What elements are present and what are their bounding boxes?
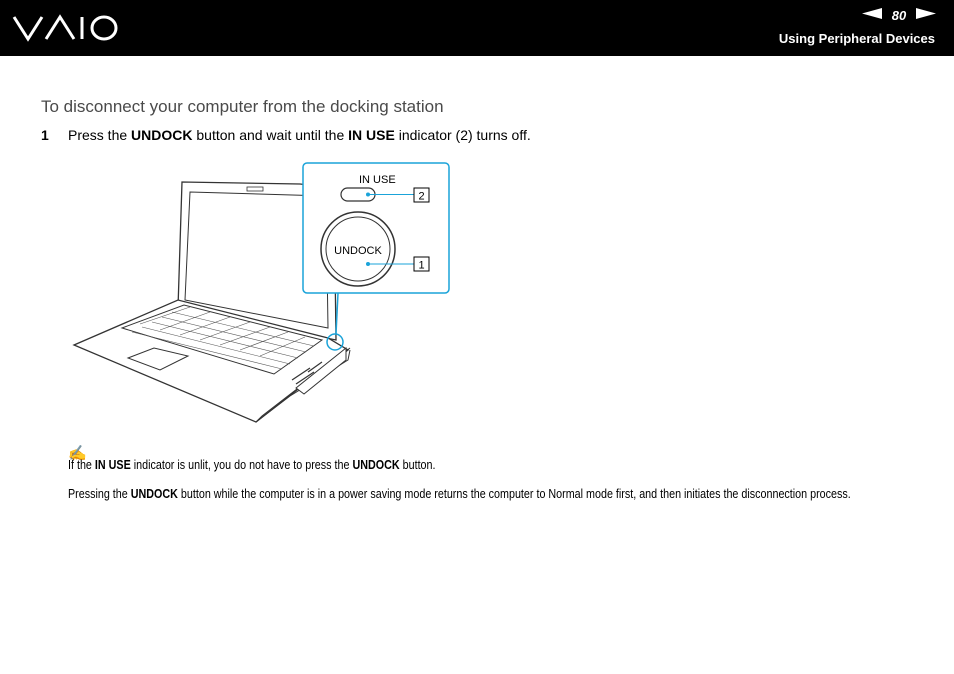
- page-header: [0, 0, 954, 56]
- undock-label: UNDOCK: [334, 245, 382, 257]
- note-paragraph-1: [68, 455, 872, 475]
- page-navigation: [862, 7, 936, 23]
- step-text: button and wait until the: [192, 127, 349, 143]
- note-text: indicator is unlit, you do not have to press the: [130, 458, 353, 472]
- step-1: [41, 127, 531, 143]
- note-text: button.: [399, 458, 436, 472]
- page-heading: To disconnect your computer from the docking station: [41, 97, 444, 116]
- note-pencil-icon: ✍: [68, 445, 87, 462]
- callout-2: 2: [418, 190, 425, 203]
- right-triangle-icon[interactable]: [916, 6, 936, 24]
- note-paragraph-2: [68, 484, 872, 504]
- note-bold-undock: UNDOCK: [130, 487, 178, 501]
- callout-1: 1: [418, 259, 425, 272]
- step-bold-in-use: IN USE: [348, 127, 395, 143]
- note-text: If the: [68, 458, 95, 472]
- vaio-logo: [12, 13, 120, 48]
- step-bold-undock: UNDOCK: [131, 127, 193, 143]
- step-text: indicator (2) turns off.: [394, 127, 531, 143]
- note-bold-undock: UNDOCK: [352, 458, 400, 472]
- laptop-illustration: [60, 160, 460, 430]
- note-text: Pressing the: [68, 487, 131, 501]
- step-text: Press the: [68, 127, 132, 143]
- page-number: 80: [891, 7, 907, 23]
- in-use-label: IN USE: [359, 174, 396, 186]
- note-bold-in-use: IN USE: [94, 458, 131, 472]
- note-text: button while the computer is in a power saving mode returns the computer to Normal mode first, and then initiates the disconnection process.: [177, 487, 851, 501]
- step-number: 1: [41, 127, 49, 143]
- left-triangle-icon[interactable]: [862, 6, 882, 24]
- section-title: Using Peripheral Devices: [778, 31, 935, 46]
